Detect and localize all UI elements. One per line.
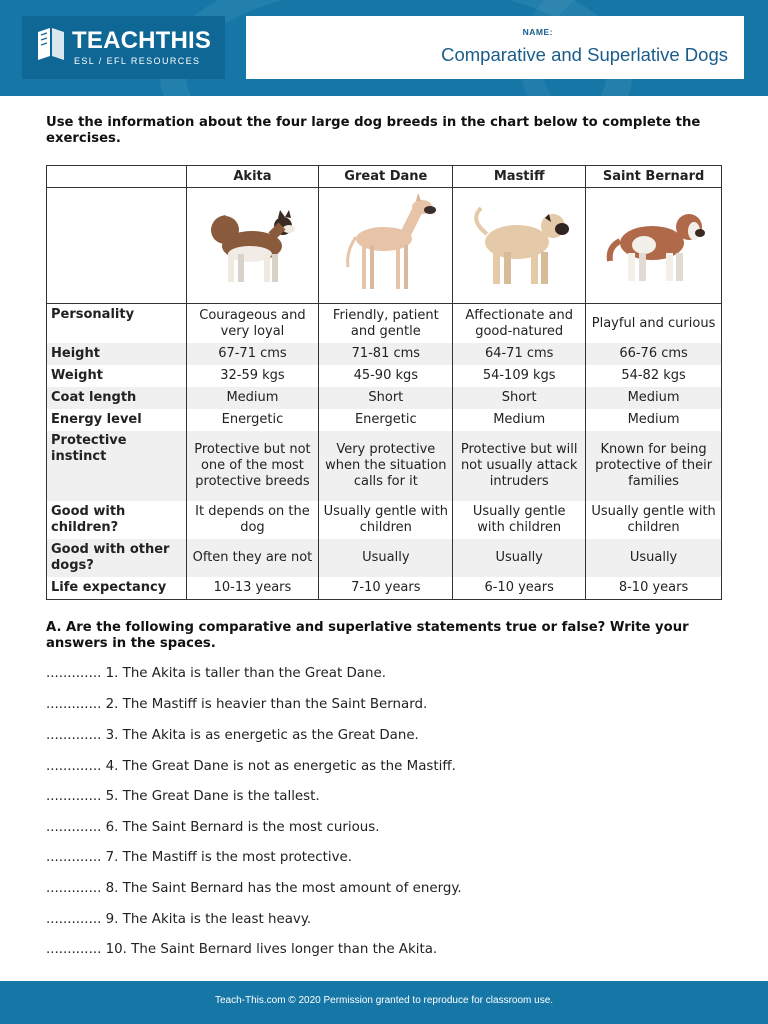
question-item xyxy=(46,697,427,712)
table-row xyxy=(47,387,722,409)
answer-blank[interactable]: ............. xyxy=(46,912,102,927)
table-cell: 66-76 cms xyxy=(586,343,722,365)
question-text: 5. The Great Dane is the tallest. xyxy=(105,789,320,804)
table-cell: 6-10 years xyxy=(453,577,586,600)
table-cell: Courageous and very loyal xyxy=(186,304,319,344)
header-banner xyxy=(0,0,768,96)
table-cell: 54-109 kgs xyxy=(453,365,586,387)
row-label: Energy level xyxy=(47,409,187,431)
table-cell: 10-13 years xyxy=(186,577,319,600)
table-cell: Medium xyxy=(586,409,722,431)
table-cell: Medium xyxy=(186,387,319,409)
row-label: Personality xyxy=(47,304,187,344)
answer-blank[interactable]: ............. xyxy=(46,942,102,957)
table-cell: Usually xyxy=(453,539,586,577)
brand-tagline: ESL / EFL RESOURCES xyxy=(74,56,201,66)
question-text: 9. The Akita is the least heavy. xyxy=(105,912,312,927)
row-label: Weight xyxy=(47,365,187,387)
answer-blank[interactable]: ............. xyxy=(46,728,102,743)
footer-bar xyxy=(0,981,768,1024)
intro-instructions: Use the information about the four large dog breeds in the chart below to complete the exercises. xyxy=(46,115,701,146)
question-item xyxy=(46,942,437,957)
dog-breeds-table xyxy=(46,165,722,600)
table-cell: Usually xyxy=(319,539,453,577)
page-title: Comparative and Superlative Dogs xyxy=(441,44,728,65)
breed-header: Great Dane xyxy=(319,166,453,188)
book-logo-icon xyxy=(34,26,68,62)
akita-image-cell xyxy=(186,188,319,304)
question-item xyxy=(46,912,311,927)
saint-bernard-dog-image xyxy=(594,201,714,291)
table-cell: Short xyxy=(453,387,586,409)
table-corner-cell xyxy=(47,166,187,188)
row-label: Height xyxy=(47,343,187,365)
table-cell: Protective but will not usually attack intruders xyxy=(453,431,586,501)
name-box xyxy=(246,16,744,79)
question-text: 7. The Mastiff is the most protective. xyxy=(105,850,353,865)
mastiff-image-cell xyxy=(453,188,586,304)
table-cell: Energetic xyxy=(319,409,453,431)
table-cell: Affectionate and good-natured xyxy=(453,304,586,344)
row-label: Protective instinct xyxy=(47,431,187,501)
image-row-label-cell xyxy=(47,188,187,304)
answer-blank[interactable]: ............. xyxy=(46,666,102,681)
question-item xyxy=(46,881,462,896)
table-cell: 32-59 kgs xyxy=(186,365,319,387)
table-cell: Usually gentle with children xyxy=(586,501,722,539)
table-header-row xyxy=(47,166,722,188)
question-item xyxy=(46,850,352,865)
table-cell: Medium xyxy=(586,387,722,409)
table-cell: Usually gentle with children xyxy=(453,501,586,539)
question-item xyxy=(46,789,320,804)
question-text: 1. The Akita is taller than the Great Dane. xyxy=(105,666,386,681)
row-label: Good with other dogs? xyxy=(47,539,187,577)
question-text: 6. The Saint Bernard is the most curious. xyxy=(105,820,380,835)
question-item xyxy=(46,728,419,743)
question-text: 3. The Akita is as energetic as the Great Dane. xyxy=(105,728,419,743)
answer-blank[interactable]: ............. xyxy=(46,881,102,896)
great-dane-dog-image xyxy=(326,191,446,301)
table-cell: Protective but not one of the most protective breeds xyxy=(186,431,319,501)
table-row xyxy=(47,365,722,387)
table-cell: Short xyxy=(319,387,453,409)
table-cell: Usually xyxy=(586,539,722,577)
question-text: 4. The Great Dane is not as energetic as the Mastiff. xyxy=(105,759,456,774)
table-row xyxy=(47,431,722,501)
table-row xyxy=(47,304,722,344)
name-label: NAME: xyxy=(522,27,553,37)
brand-name: TEACHTHIS xyxy=(72,27,212,54)
breed-header: Saint Bernard xyxy=(586,166,722,188)
question-item xyxy=(46,666,386,681)
table-cell: 7-10 years xyxy=(319,577,453,600)
akita-dog-image xyxy=(192,196,312,296)
question-text: 10. The Saint Bernard lives longer than the Akita. xyxy=(105,942,438,957)
question-text: 2. The Mastiff is heavier than the Saint Bernard. xyxy=(105,697,428,712)
table-row xyxy=(47,539,722,577)
table-cell: 71-81 cms xyxy=(319,343,453,365)
table-cell: 54-82 kgs xyxy=(586,365,722,387)
teachthis-logo[interactable] xyxy=(22,16,225,79)
table-cell: Playful and curious xyxy=(586,304,722,344)
table-cell: 67-71 cms xyxy=(186,343,319,365)
answer-blank[interactable]: ............. xyxy=(46,697,102,712)
section-a-instructions: A. Are the following comparative and superlative statements true or false? Write your answers in the spaces. xyxy=(46,620,689,651)
answer-blank[interactable]: ............. xyxy=(46,850,102,865)
answer-blank[interactable]: ............. xyxy=(46,820,102,835)
breed-header: Akita xyxy=(186,166,319,188)
table-row xyxy=(47,501,722,539)
table-cell: 8-10 years xyxy=(586,577,722,600)
table-cell: Energetic xyxy=(186,409,319,431)
question-item xyxy=(46,820,380,835)
table-cell: Medium xyxy=(453,409,586,431)
footer-copyright: Teach-This.com © 2020 Permission granted to reproduce for classroom use. xyxy=(214,995,554,1006)
question-item xyxy=(46,759,456,774)
answer-blank[interactable]: ............. xyxy=(46,789,102,804)
table-cell: Known for being protective of their families xyxy=(586,431,722,501)
table-cell: Very protective when the situation calls for it xyxy=(319,431,453,501)
table-cell: Friendly, patient and gentle xyxy=(319,304,453,344)
table-row xyxy=(47,409,722,431)
row-label: Coat length xyxy=(47,387,187,409)
image-row xyxy=(47,188,722,304)
table-cell: 45-90 kgs xyxy=(319,365,453,387)
saint-bernard-image-cell xyxy=(586,188,722,304)
row-label: Life expectancy xyxy=(47,577,187,600)
question-text: 8. The Saint Bernard has the most amount of energy. xyxy=(105,881,462,896)
row-label: Good with children? xyxy=(47,501,187,539)
breed-header: Mastiff xyxy=(453,166,586,188)
mastiff-dog-image xyxy=(459,196,579,296)
table-row xyxy=(47,343,722,365)
table-cell: It depends on the dog xyxy=(186,501,319,539)
table-row xyxy=(47,577,722,600)
table-cell: 64-71 cms xyxy=(453,343,586,365)
table-cell: Usually gentle with children xyxy=(319,501,453,539)
great-dane-image-cell xyxy=(319,188,453,304)
table-cell: Often they are not xyxy=(186,539,319,577)
answer-blank[interactable]: ............. xyxy=(46,759,102,774)
